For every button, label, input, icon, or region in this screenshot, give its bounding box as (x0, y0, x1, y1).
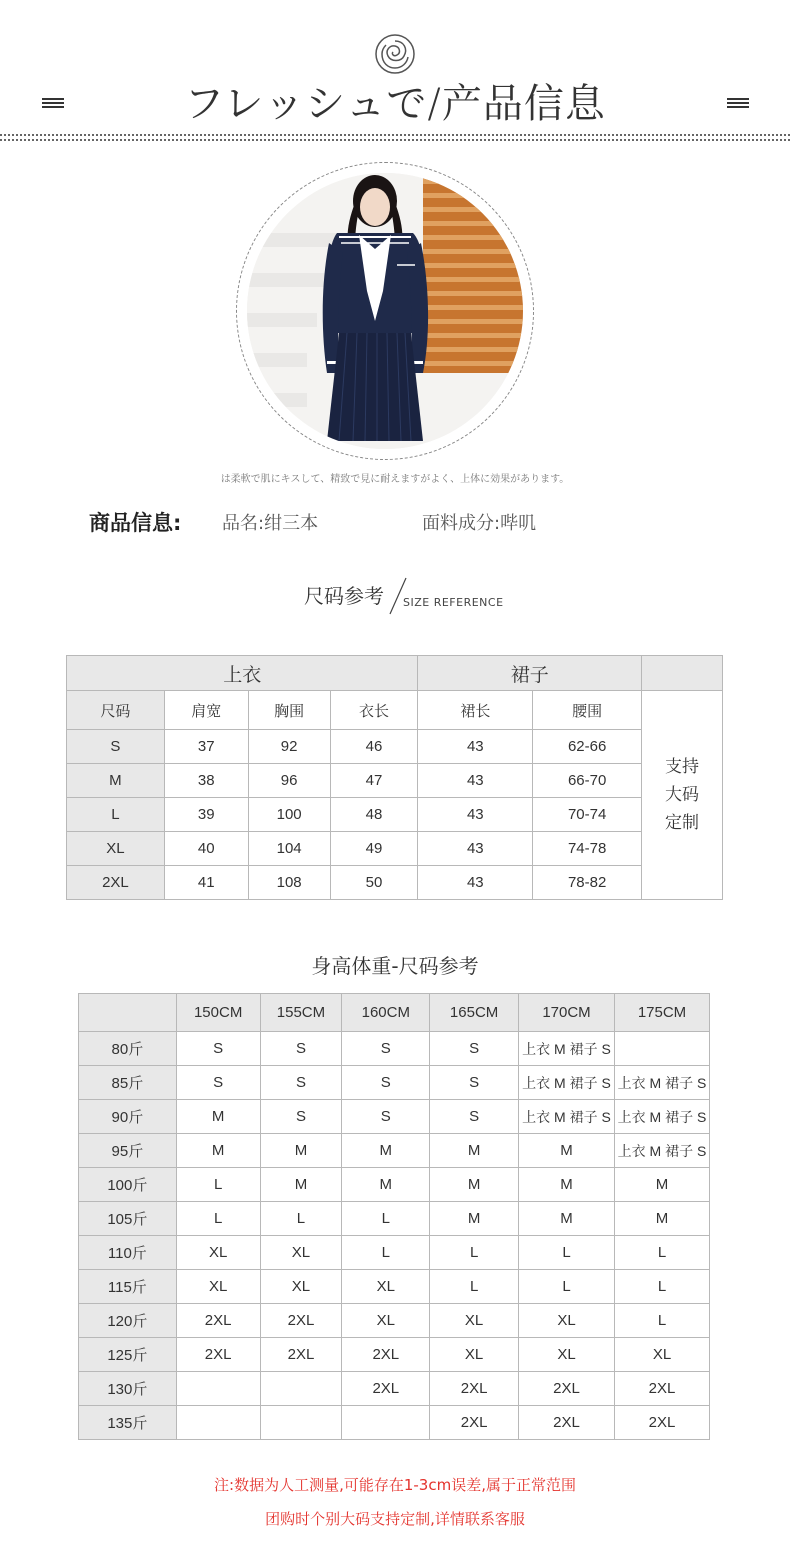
size-recommendation-cell: XL (342, 1270, 430, 1304)
size-recommendation-cell: 2XL (260, 1304, 342, 1338)
table-cell: 43 (418, 832, 533, 866)
table-row (79, 1100, 710, 1134)
size-recommendation-cell: M (614, 1202, 709, 1236)
size-recommendation-cell: 2XL (342, 1338, 430, 1372)
col-header: 裙长 (418, 691, 533, 730)
size-recommendation-cell: L (176, 1168, 260, 1202)
height-weight-title: 身高体重-尺码参考 (311, 954, 479, 978)
size-recommendation-cell: L (342, 1202, 430, 1236)
size-recommendation-cell: M (519, 1202, 615, 1236)
weight-cell: 115斤 (79, 1270, 177, 1304)
size-recommendation-cell: 2XL (430, 1372, 519, 1406)
table-row (79, 1406, 710, 1440)
col-header: 尺码 (67, 691, 165, 730)
table-cell: 47 (330, 764, 418, 798)
col-header: 腰围 (533, 691, 642, 730)
group-skirt-header: 裙子 (418, 656, 642, 691)
size-cell: S (67, 730, 165, 764)
weight-cell: 85斤 (79, 1066, 177, 1100)
size-recommendation-cell: XL (430, 1338, 519, 1372)
table-cell: 37 (164, 730, 248, 764)
size-recommendation-cell: XL (430, 1304, 519, 1338)
size-cell: 2XL (67, 866, 165, 900)
size-recommendation-cell: L (260, 1202, 342, 1236)
weight-cell: 80斤 (79, 1032, 177, 1066)
table-row (79, 1032, 710, 1066)
size-recommendation-cell: L (519, 1270, 615, 1304)
size-recommendation-cell: 2XL (342, 1372, 430, 1406)
size-recommendation-cell: S (430, 1032, 519, 1066)
custom-size-text: 支持大码定制 (665, 757, 700, 832)
size-recommendation-cell: M (342, 1168, 430, 1202)
weight-cell: 100斤 (79, 1168, 177, 1202)
weight-cell: 95斤 (79, 1134, 177, 1168)
size-recommendation-cell: M (430, 1134, 519, 1168)
size-recommendation-cell: S (176, 1032, 260, 1066)
size-recommendation-cell: S (342, 1066, 430, 1100)
size-recommendation-cell: M (519, 1168, 615, 1202)
size-recommendation-cell: XL (519, 1338, 615, 1372)
table-cell: 66-70 (533, 764, 642, 798)
size-recommendation-cell: 2XL (176, 1338, 260, 1372)
right-bars-icon (727, 98, 749, 107)
height-header: 150CM (176, 994, 260, 1032)
table-cell: 62-66 (533, 730, 642, 764)
size-recommendation-cell: XL (176, 1236, 260, 1270)
col-header: 衣长 (330, 691, 418, 730)
table-cell: 96 (248, 764, 330, 798)
table-row (79, 1168, 710, 1202)
size-recommendation-cell: S (342, 1032, 430, 1066)
table-cell: 104 (248, 832, 330, 866)
table-cell: 78-82 (533, 866, 642, 900)
size-reference-subtitle: SIZE REFERENCE (403, 596, 504, 609)
table-row (79, 1270, 710, 1304)
table-cell: 43 (418, 866, 533, 900)
table-row (67, 764, 723, 798)
size-recommendation-cell: 2XL (430, 1406, 519, 1440)
size-recommendation-cell (176, 1372, 260, 1406)
custom-size-note (642, 691, 723, 900)
size-recommendation-cell: 2XL (176, 1304, 260, 1338)
size-recommendation-cell: M (260, 1168, 342, 1202)
table-row (79, 1304, 710, 1338)
weight-cell: 130斤 (79, 1372, 177, 1406)
product-name: 品名:绀三本 (222, 513, 319, 534)
size-recommendation-cell: 2XL (519, 1372, 615, 1406)
table-row (67, 798, 723, 832)
size-recommendation-cell: L (430, 1270, 519, 1304)
weight-cell: 120斤 (79, 1304, 177, 1338)
size-table (66, 655, 723, 900)
group-top-header: 上衣 (67, 656, 418, 691)
table-cell: 43 (418, 798, 533, 832)
size-cell: L (67, 798, 165, 832)
size-recommendation-cell: XL (614, 1338, 709, 1372)
table-row (79, 1338, 710, 1372)
empty-header-cell (642, 656, 723, 691)
size-recommendation-cell: XL (260, 1236, 342, 1270)
size-recommendation-cell: XL (519, 1304, 615, 1338)
size-recommendation-cell: S (342, 1100, 430, 1134)
col-header: 肩宽 (164, 691, 248, 730)
size-recommendation-cell: 2XL (614, 1372, 709, 1406)
size-recommendation-cell: L (614, 1304, 709, 1338)
size-recommendation-cell (260, 1372, 342, 1406)
size-cell: M (67, 764, 165, 798)
size-recommendation-cell: M (342, 1134, 430, 1168)
table-cell: 40 (164, 832, 248, 866)
size-recommendation-cell: M (614, 1168, 709, 1202)
table-cell: 50 (330, 866, 418, 900)
height-header: 155CM (260, 994, 342, 1032)
table-row (79, 1202, 710, 1236)
table-row (67, 866, 723, 900)
size-recommendation-cell: M (430, 1168, 519, 1202)
size-recommendation-cell: 2XL (260, 1338, 342, 1372)
product-fabric: 面料成分:哔叽 (422, 513, 537, 534)
size-recommendation-cell: XL (260, 1270, 342, 1304)
table-cell: 43 (418, 730, 533, 764)
size-reference-title: 尺码参考 (304, 584, 384, 608)
measurement-note: 注:数据为人工测量,可能存在1-3cm误差,属于正常范围 (214, 1476, 576, 1494)
size-recommendation-cell: S (430, 1100, 519, 1134)
table-cell: 92 (248, 730, 330, 764)
size-recommendation-cell: 上衣 M 裙子 S (519, 1066, 615, 1100)
table-row (67, 730, 723, 764)
table-cell: 41 (164, 866, 248, 900)
size-cell: XL (67, 832, 165, 866)
rose-icon (374, 33, 416, 75)
size-recommendation-cell: XL (176, 1270, 260, 1304)
dotted-divider (0, 134, 790, 141)
weight-cell: 110斤 (79, 1236, 177, 1270)
table-cell: 39 (164, 798, 248, 832)
height-header: 165CM (430, 994, 519, 1032)
table-row (79, 1134, 710, 1168)
height-header: 160CM (342, 994, 430, 1032)
corner-cell (79, 994, 177, 1032)
table-cell: 108 (248, 866, 330, 900)
weight-cell: 105斤 (79, 1202, 177, 1236)
size-recommendation-cell (176, 1406, 260, 1440)
height-weight-table (78, 993, 710, 1440)
size-recommendation-cell (614, 1032, 709, 1066)
size-recommendation-cell: L (176, 1202, 260, 1236)
size-recommendation-cell: 上衣 M 裙子 S (519, 1032, 615, 1066)
table-cell: 74-78 (533, 832, 642, 866)
size-recommendation-cell: XL (342, 1304, 430, 1338)
weight-cell: 125斤 (79, 1338, 177, 1372)
page-title: フレッシュで/产品信息 (184, 81, 606, 127)
size-recommendation-cell: 2XL (614, 1406, 709, 1440)
size-recommendation-cell: S (176, 1066, 260, 1100)
weight-cell: 135斤 (79, 1406, 177, 1440)
size-recommendation-cell: L (342, 1236, 430, 1270)
size-recommendation-cell: L (614, 1270, 709, 1304)
table-cell: 48 (330, 798, 418, 832)
custom-order-note: 团购时个别大码支持定制,详情联系客服 (265, 1510, 525, 1528)
size-recommendation-cell: S (430, 1066, 519, 1100)
table-row (79, 1236, 710, 1270)
table-row (79, 1066, 710, 1100)
size-recommendation-cell (260, 1406, 342, 1440)
size-recommendation-cell: M (519, 1134, 615, 1168)
height-header: 175CM (614, 994, 709, 1032)
table-cell: 43 (418, 764, 533, 798)
table-cell: 38 (164, 764, 248, 798)
size-recommendation-cell: S (260, 1066, 342, 1100)
weight-cell: 90斤 (79, 1100, 177, 1134)
size-recommendation-cell: L (519, 1236, 615, 1270)
size-recommendation-cell: M (430, 1202, 519, 1236)
col-header: 胸围 (248, 691, 330, 730)
table-cell: 46 (330, 730, 418, 764)
table-row (67, 832, 723, 866)
size-recommendation-cell: 2XL (519, 1406, 615, 1440)
size-recommendation-cell: 上衣 M 裙子 S (614, 1134, 709, 1168)
photo-caption: は柔軟で肌にキスして、精致で見に耐えますがよく、上体に効果があります。 (220, 474, 570, 485)
size-recommendation-cell: M (176, 1134, 260, 1168)
size-recommendation-cell (342, 1406, 430, 1440)
size-recommendation-cell: S (260, 1032, 342, 1066)
size-recommendation-cell: 上衣 M 裙子 S (614, 1066, 709, 1100)
table-row (79, 1372, 710, 1406)
size-recommendation-cell: L (614, 1236, 709, 1270)
product-info-label: 商品信息: (89, 511, 182, 535)
table-cell: 70-74 (533, 798, 642, 832)
size-recommendation-cell: S (260, 1100, 342, 1134)
table-cell: 49 (330, 832, 418, 866)
size-recommendation-cell: M (260, 1134, 342, 1168)
table-cell: 100 (248, 798, 330, 832)
height-header: 170CM (519, 994, 615, 1032)
size-recommendation-cell: 上衣 M 裙子 S (614, 1100, 709, 1134)
height-weight-body (79, 1032, 710, 1440)
size-recommendation-cell: M (176, 1100, 260, 1134)
size-recommendation-cell: L (430, 1236, 519, 1270)
size-recommendation-cell: 上衣 M 裙子 S (519, 1100, 615, 1134)
model-photo (247, 173, 523, 449)
